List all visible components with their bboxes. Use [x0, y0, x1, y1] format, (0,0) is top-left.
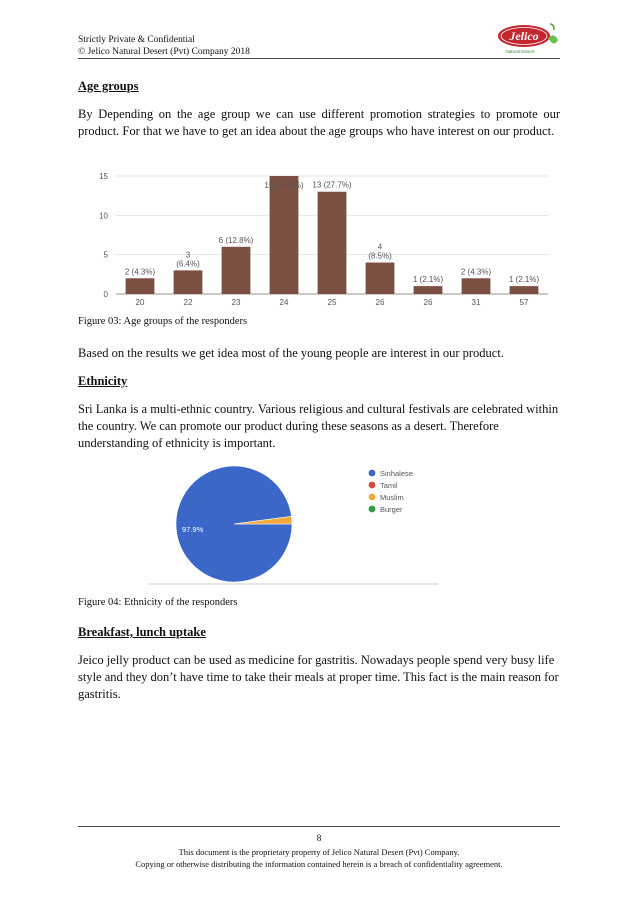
legend-swatch	[369, 482, 376, 489]
jelico-logo	[496, 20, 560, 56]
bar	[366, 263, 395, 294]
footer-proprietary-notice: This document is the proprietary property of Jelico Natural Desert (Pvt) Company.	[178, 847, 460, 857]
section-heading-ethnicity: Ethnicity	[78, 374, 128, 388]
bar-data-label: 3	[185, 250, 191, 260]
bar-data-label: 1 (2.1%)	[412, 275, 444, 285]
bar	[222, 247, 251, 294]
bar	[462, 278, 491, 294]
x-tick-label: 31	[471, 298, 481, 307]
bar-data-label: 6 (12.8%)	[218, 235, 254, 245]
legend-swatch	[369, 494, 376, 501]
ethnicity-paragraph: Sri Lanka is a multi-ethnic country. Various religious and cultural festivals are celebrated within the country. We can promote our product during these seasons as a desert. Therefore understanding of ethnicity is important.	[78, 402, 559, 450]
bar	[126, 278, 155, 294]
bar-data-label: (8.5%)	[368, 251, 392, 261]
legend-swatch	[369, 506, 376, 513]
legend-swatch	[369, 470, 376, 477]
y-tick-label: 10	[99, 211, 108, 221]
age-groups-conclusion: Based on the results we get idea most of the young people are interest in our product.	[78, 346, 504, 360]
bar	[174, 270, 203, 294]
bar-data-label: 2 (4.3%)	[460, 267, 492, 277]
bar-data-label: 13 (27.7%)	[312, 180, 352, 190]
section-heading-age-groups: Age groups	[78, 79, 139, 93]
age-groups-paragraph: By Depending on the age group we can use different promotion strategies to promote our product. For that we have to get an idea about the age groups who have interest on our product.	[78, 107, 560, 138]
bar-data-label: 2 (4.3%)	[124, 267, 156, 277]
footer-confidentiality-notice: Copying or otherwise distributing the information contained herein is a breach of confidentiality agreement.	[135, 859, 503, 869]
footer-divider	[78, 826, 560, 827]
age-groups-bar-chart	[78, 168, 558, 308]
legend-label: Muslim	[380, 493, 404, 502]
x-tick-label: 23	[231, 298, 241, 307]
x-tick-label: 26	[423, 298, 433, 307]
bar	[318, 192, 347, 294]
y-tick-label: 0	[103, 290, 108, 299]
bar	[414, 286, 443, 294]
bar-data-label: 15 (31.9%)	[264, 181, 304, 190]
pie-slice-label: 97.9%	[182, 525, 204, 534]
bar-data-label: 1 (2.1%)	[508, 275, 540, 285]
x-tick-label: 22	[183, 298, 193, 307]
y-tick-label: 15	[99, 172, 108, 181]
bar-data-label: 4	[377, 242, 383, 252]
document-header	[78, 34, 250, 58]
bar-data-label: (6.4%)	[176, 259, 200, 269]
section-heading-breakfast-lunch: Breakfast, lunch uptake	[78, 625, 206, 639]
page-number: 8	[316, 834, 322, 844]
header-divider	[78, 58, 560, 59]
bar	[510, 286, 539, 294]
figure-04-caption: Figure 04: Ethnicity of the responders	[78, 597, 238, 608]
legend-label: Tamil	[380, 481, 398, 490]
legend-label: Sinhalese	[380, 469, 413, 478]
y-tick-label: 5	[103, 250, 108, 260]
x-tick-label: 20	[135, 298, 145, 307]
svg-text:Natural Desert: Natural Desert	[505, 49, 535, 54]
bar	[270, 176, 299, 294]
ethnicity-pie-chart	[148, 462, 444, 588]
x-tick-label: 25	[327, 298, 337, 307]
confidential-label: Strictly Private & Confidential	[78, 35, 195, 45]
breakfast-paragraph: Jeico jelly product can be used as medicine for gastritis. Nowadays people spend very busy life style and they don’t have time to take their meals at proper time. This fact is the main reason for gastritis.	[78, 653, 559, 701]
x-tick-label: 26	[375, 298, 385, 307]
x-tick-label: 24	[279, 298, 289, 307]
legend-label: Burger	[380, 505, 403, 514]
x-tick-label: 57	[519, 298, 529, 307]
svg-text:Jelico: Jelico	[509, 29, 539, 43]
figure-03-caption: Figure 03: Age groups of the responders	[78, 316, 248, 327]
copyright-label: © Jelico Natural Desert (Pvt) Company 2018	[78, 47, 250, 57]
